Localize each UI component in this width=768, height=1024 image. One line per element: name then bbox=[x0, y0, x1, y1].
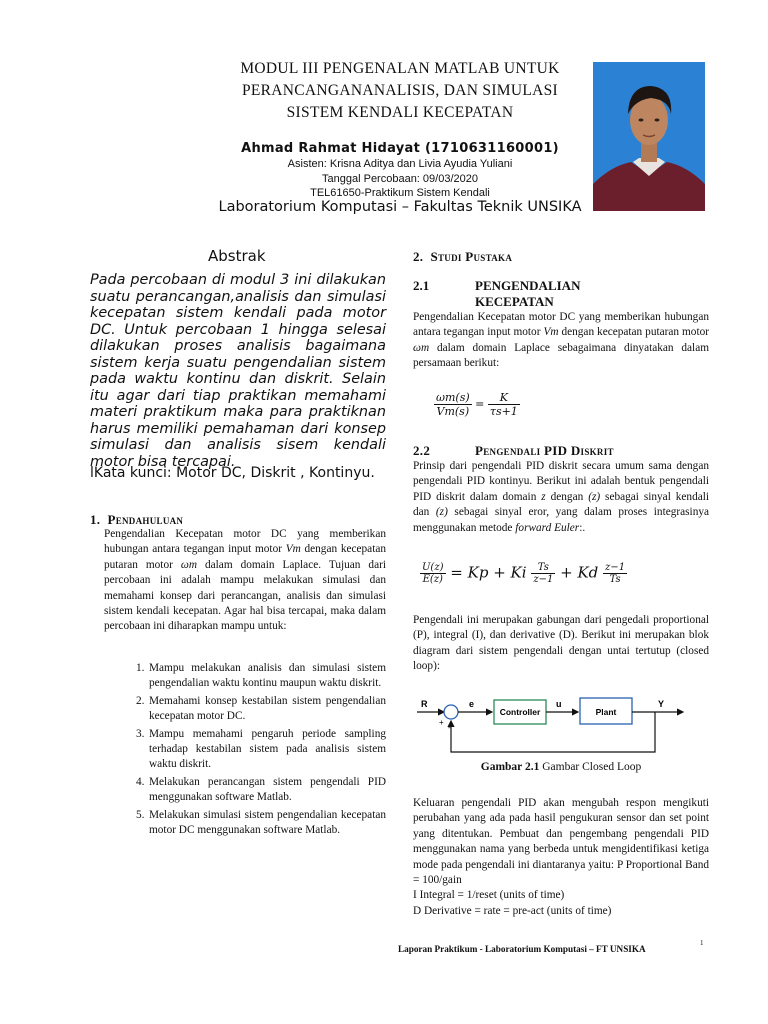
subsection-2-1-title-line-1: PENGENDALIAN bbox=[475, 278, 581, 293]
list-item: 4. Melakukan perancangan sistem pengendali PID menggunakan software Matlab. bbox=[136, 775, 386, 804]
section-1-number: 1. bbox=[90, 512, 101, 527]
diagram-output-label: Y bbox=[658, 699, 665, 709]
section-2-heading bbox=[413, 249, 512, 265]
section-2-title: Studi Pustaka bbox=[430, 249, 513, 264]
figure-caption: Gambar 2.1 Gambar Closed Loop bbox=[480, 761, 642, 773]
diagram-plus-sign: + bbox=[439, 718, 444, 727]
subsection-2-1-number: 2.1 bbox=[413, 278, 430, 293]
subsection-2-1-text: Pengendalian Kecepatan motor DC yang memberikan hubungan antara tegangan input motor Vm dengan kecepatan putaran motor ωm dalam domain Laplace sebagaimana dinyatakan dalam persamaan berikut: bbox=[413, 311, 709, 370]
title-line-3: SISTEM KENDALI KECEPATAN bbox=[286, 104, 514, 121]
equation-pid-discrete: $\frac{U(z)}{E(z)}$ = Kp + Ki $\frac{Ts}{z-1}$ + Kd $\frac{z-1}{Ts}$ bbox=[422, 562, 626, 585]
list-item: 5. Melakukan simulasi sistem pengendalian kecepatan motor DC menggunakan software Matlab. bbox=[136, 808, 386, 837]
symbol-wm: ωm bbox=[180, 558, 197, 571]
diagram-input-label: R bbox=[421, 699, 428, 709]
page-number: 1 bbox=[700, 939, 704, 947]
title-line-2: PERANCANGANANALISIS, DAN SIMULASI bbox=[241, 82, 559, 99]
subsection-2-2-title: Pengendali PID Diskrit bbox=[475, 443, 614, 458]
abstract-heading: Abstrak bbox=[208, 247, 266, 265]
section-2-number: 2. bbox=[413, 249, 424, 264]
section-1-title: Pendahuluan bbox=[107, 512, 184, 527]
course-line: TEL61650-Praktikum Sistem Kendali bbox=[310, 187, 490, 199]
section-1-heading bbox=[90, 512, 183, 528]
subsection-2-2-text-2: Pengendali ini merupakan gabungan dari pengedali proportional (P), integral (I), dan derivative (D). Berikut ini merupakan blok diagram dari sistem pengendali dengan untai tertutup (closed loop): bbox=[413, 614, 709, 673]
subsection-2-2-text-3: Keluaran pengendali PID akan mengubah respon mengikuti perubahan yang ada pada hasil pengukuran sensor dan set point yang ditentukan. Pembuat dan pengembang pengendali PID menggunakan nama yang berbeda untuk mengidentifikasi ketiga mode pada pengendali ini diantaranya yaitu: P Proportional Band = 100/gain I Integral = 1/reset (units of time) D Derivative = rate = pre-act (units of time) bbox=[413, 796, 709, 919]
abstract-text: Pada percobaan di modul 3 ini dilakukan suatu perancangan,analisis dan simulasi kecepatan sistem kendali pada motor DC. Untuk percobaan 1 hingga selesai dilakukan proses analisis bagaimana sistem kerja suatu pengendalian sistem pada waktu kontinu dan diskrit. Selain itu agar dari tiap praktikan memahami materi praktikum maka para praktiknan harus memiliki pemahaman dari konsep simulasi dan analisis sisem kendali motor bisa tercapai. bbox=[90, 272, 386, 470]
date-line: Tanggal Percobaan: 09/03/2020 bbox=[322, 173, 478, 185]
page-footer: Laporan Praktikum - Laboratorium Komputasi – FT UNSIKA bbox=[398, 944, 646, 954]
summing-junction bbox=[444, 705, 458, 719]
diagram-error-label: e bbox=[469, 699, 475, 709]
paper-title bbox=[210, 58, 590, 124]
list-item: 3. Mampu memahami pengaruh periode sampling terhadap kestabilan sistem pada analisis sistem waktu diskrit. bbox=[136, 727, 386, 771]
assistant-line: Asisten: Krisna Aditya dan Livia Ayudia Yuliani bbox=[287, 158, 513, 170]
list-item: 2. Memahami konsep kestabilan sistem pengendalian kecepatan motor DC. bbox=[136, 694, 386, 723]
subsection-2-2-text: Prinsip dari pengendali PID diskrit secara umum sama dengan pengendali PID kontinyu. Berikut ini adalah bentuk pengendali PID diskrit dalam domain z dengan (z) sebagai sinyal kendali dan (z) sebagai sinyal eror, yang dalam proses integrasinya menggunakan metode forward Euler:. bbox=[413, 460, 710, 534]
integral-definition: I Integral = 1/reset (units of time) bbox=[413, 889, 565, 902]
symbol-vm: Vm bbox=[285, 543, 301, 556]
symbol-wm: ωm bbox=[413, 341, 430, 354]
keywords: lKata kunci: Motor DC, Diskrit , Kontinyu. bbox=[90, 465, 375, 481]
list-item: 1. Mampu melakukan analisis dan simulasi sistem pengendalian waktu kontinu maupun waktu diskrit. bbox=[136, 662, 386, 690]
diagram-minus-sign: - bbox=[448, 723, 451, 732]
author-photo bbox=[593, 62, 705, 211]
section-1-text: Pengendalian Kecepatan motor DC yang memberikan hubungan antara tegangan input motor Vm dengan kecepatan putaran motor ωm dalam domain Laplace. Tujuan dari percobaan ini adalah mampu melakukan simulasi dan memahami konsep dari perancangan, analisis dan simulasi sistem kendali kecepatan. Agar hal bisa tercapai, maka dalam percobaan ini diharapkan mampu untuk: bbox=[104, 528, 386, 633]
subsection-2-2-number: 2.2 bbox=[413, 443, 431, 458]
equation-transfer-function: $\frac{\omega m(s)}{Vm(s)}$ = $\frac{K}{\tau s+1}$ bbox=[436, 391, 518, 418]
author-name: Ahmad Rahmat Hidayat (1710631160001) bbox=[241, 141, 559, 156]
diagram-control-label: u bbox=[556, 699, 562, 709]
plant-label: Plant bbox=[595, 707, 617, 717]
subsection-2-1-title-line-2: KECEPATAN bbox=[475, 294, 554, 309]
objectives-list bbox=[136, 661, 386, 840]
subsection-2-1-heading bbox=[413, 278, 580, 310]
lab-affiliation: Laboratorium Komputasi – Fakultas Teknik UNSIKA bbox=[218, 199, 582, 215]
subsection-2-2-heading bbox=[413, 443, 614, 459]
closed-loop-diagram bbox=[415, 694, 687, 758]
symbol-vm: Vm bbox=[543, 326, 559, 339]
derivative-definition: D Derivative = rate = pre-act (units of time) bbox=[413, 904, 612, 917]
controller-label: Controller bbox=[499, 707, 541, 717]
title-line-1: MODUL III PENGENALAN MATLAB UNTUK bbox=[240, 60, 560, 77]
